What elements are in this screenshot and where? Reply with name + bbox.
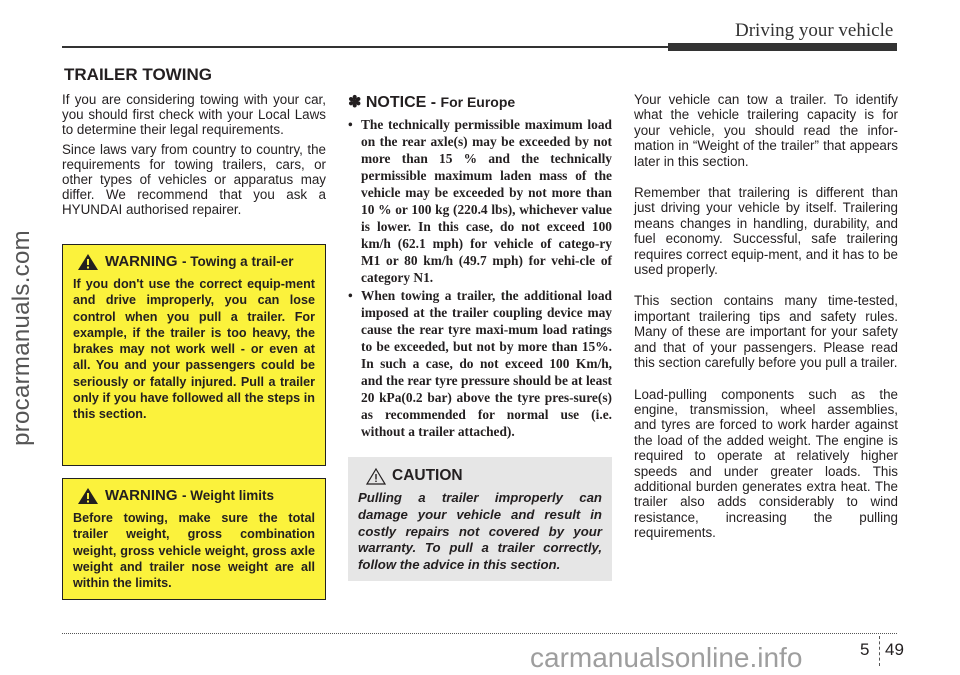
notice-title: NOTICE -	[365, 94, 441, 111]
caution-triangle-icon	[366, 468, 386, 485]
warning-triangle-icon	[77, 253, 99, 271]
trailering-paragraph: Your vehicle can tow a trailer. To identify what the vehicle trailering capacity is for your vehicle, you should read the infor-mation in “Weight of the trailer” that appears later in this section.	[634, 92, 898, 169]
caution-body: Pulling a trailer improperly can damage your vehicle and result in costly repairs not covered by your warranty. To pull a trailer correctly, follow the advice in this section.	[358, 490, 602, 573]
header-rule	[62, 46, 897, 48]
caution-box	[348, 457, 612, 581]
trailering-column	[634, 92, 898, 557]
caution-header	[366, 467, 602, 485]
notice-subtitle: For Europe	[440, 94, 516, 110]
intro-column	[62, 92, 326, 222]
intro-paragraph: Since laws vary from country to country, the requirements for towing trailers, cars, or other types of vehicles or apparatus may differ. We recommend that you ask a HYUNDAI authorised repairer.	[62, 142, 326, 217]
warning-subtitle: - Towing a trail-er	[181, 254, 294, 269]
warning-box-weight	[62, 478, 326, 600]
trailering-paragraph: Load-pulling components such as the engine, transmission, wheel assemblies, and tyres are forced to work harder against the load of the added weight. The engine is required to operate at relatively higher speeds and under greater loads. This additional burden generates extra heat. The trailer also adds considerably to wind resistance, increasing the pulling requirements.	[634, 386, 898, 541]
intro-paragraph: If you are considering towing with your car, you should first check with your Local Laws to determine their legal requirements.	[62, 92, 326, 137]
footer-rule	[62, 633, 897, 634]
notice-europe	[348, 92, 612, 441]
warning-triangle-icon	[77, 487, 99, 505]
trailering-paragraph: This section contains many time-tested, important trailering tips and safety rules. Many of these are important for your safety and that of your passengers. Please read this section carefully before you pull a trailer.	[634, 293, 898, 371]
notice-item: • When towing a trailer, the additional load imposed at the trailer coupling device may cause the rear tyre maxi-mum load ratings to be exceeded, but not by more than 15%. In such a case, do not exceed 100 Km/h, and the rear tyre pressure should be at least 20 kPa(0.2 bar) above the tyre pres-sure(s) as recommended for normal use (i.e. without a trailer attached).	[348, 287, 612, 440]
section-title: Driving your vehicle	[735, 20, 894, 41]
trailering-paragraph: Remember that trailering is different than just driving your vehicle by itself. Trailering means changes in handling, durability, and fuel economy. Successful, safe trailering requires correct equip-ment, and it has to be used properly.	[634, 185, 898, 278]
chapter-number: 5	[860, 640, 870, 659]
notice-item: • The technically permissible maximum load on the rear axle(s) may be exceeded by not more than 15 % and the technically permissible maximum laden mass of the vehicle may be exceeded by not more than 10 % or 100 kg (220.4 lbs), whichever value is lower. In this case, do not exceed 100 km/h (62.1 mph) for vehicle of catego-ry M1 or 80 km/h (49.7 mph) for vehi-cle of category N1.	[348, 116, 612, 286]
page-number: 49	[885, 640, 904, 659]
warning-body: If you don't use the correct equip-ment and drive improperly, you can lose control when you pull a trailer. For example, if the trailer is too heavy, the brakes may not work well - or even at all. You and your passengers could be seriously or fatally injured. Pull a trailer only if you have followed all the steps in this section.	[73, 277, 315, 422]
notice-header	[348, 92, 612, 112]
warning-box-towing	[62, 244, 326, 466]
side-watermark	[0, 0, 40, 675]
notice-marker-icon: ✽	[348, 94, 362, 111]
warning-body: Before towing, make sure the total trailer weight, gross combination weight, gross vehicle weight, gross axle weight and trailer nose weight are all within the limits.	[73, 511, 315, 591]
warning-title: WARNING	[105, 487, 178, 504]
caution-title: CAUTION	[392, 467, 463, 484]
side-watermark-text: procarmanuals.com	[8, 230, 35, 446]
notice-list	[348, 116, 612, 440]
page-number-divider	[879, 636, 880, 666]
footer-watermark: carmanualsonline.info	[530, 642, 803, 673]
warning-header	[77, 253, 315, 271]
warning-subtitle: - Weight limits	[181, 488, 274, 503]
warning-header	[77, 487, 315, 505]
page-heading: TRAILER TOWING	[64, 65, 212, 84]
warning-title: WARNING	[105, 253, 178, 270]
